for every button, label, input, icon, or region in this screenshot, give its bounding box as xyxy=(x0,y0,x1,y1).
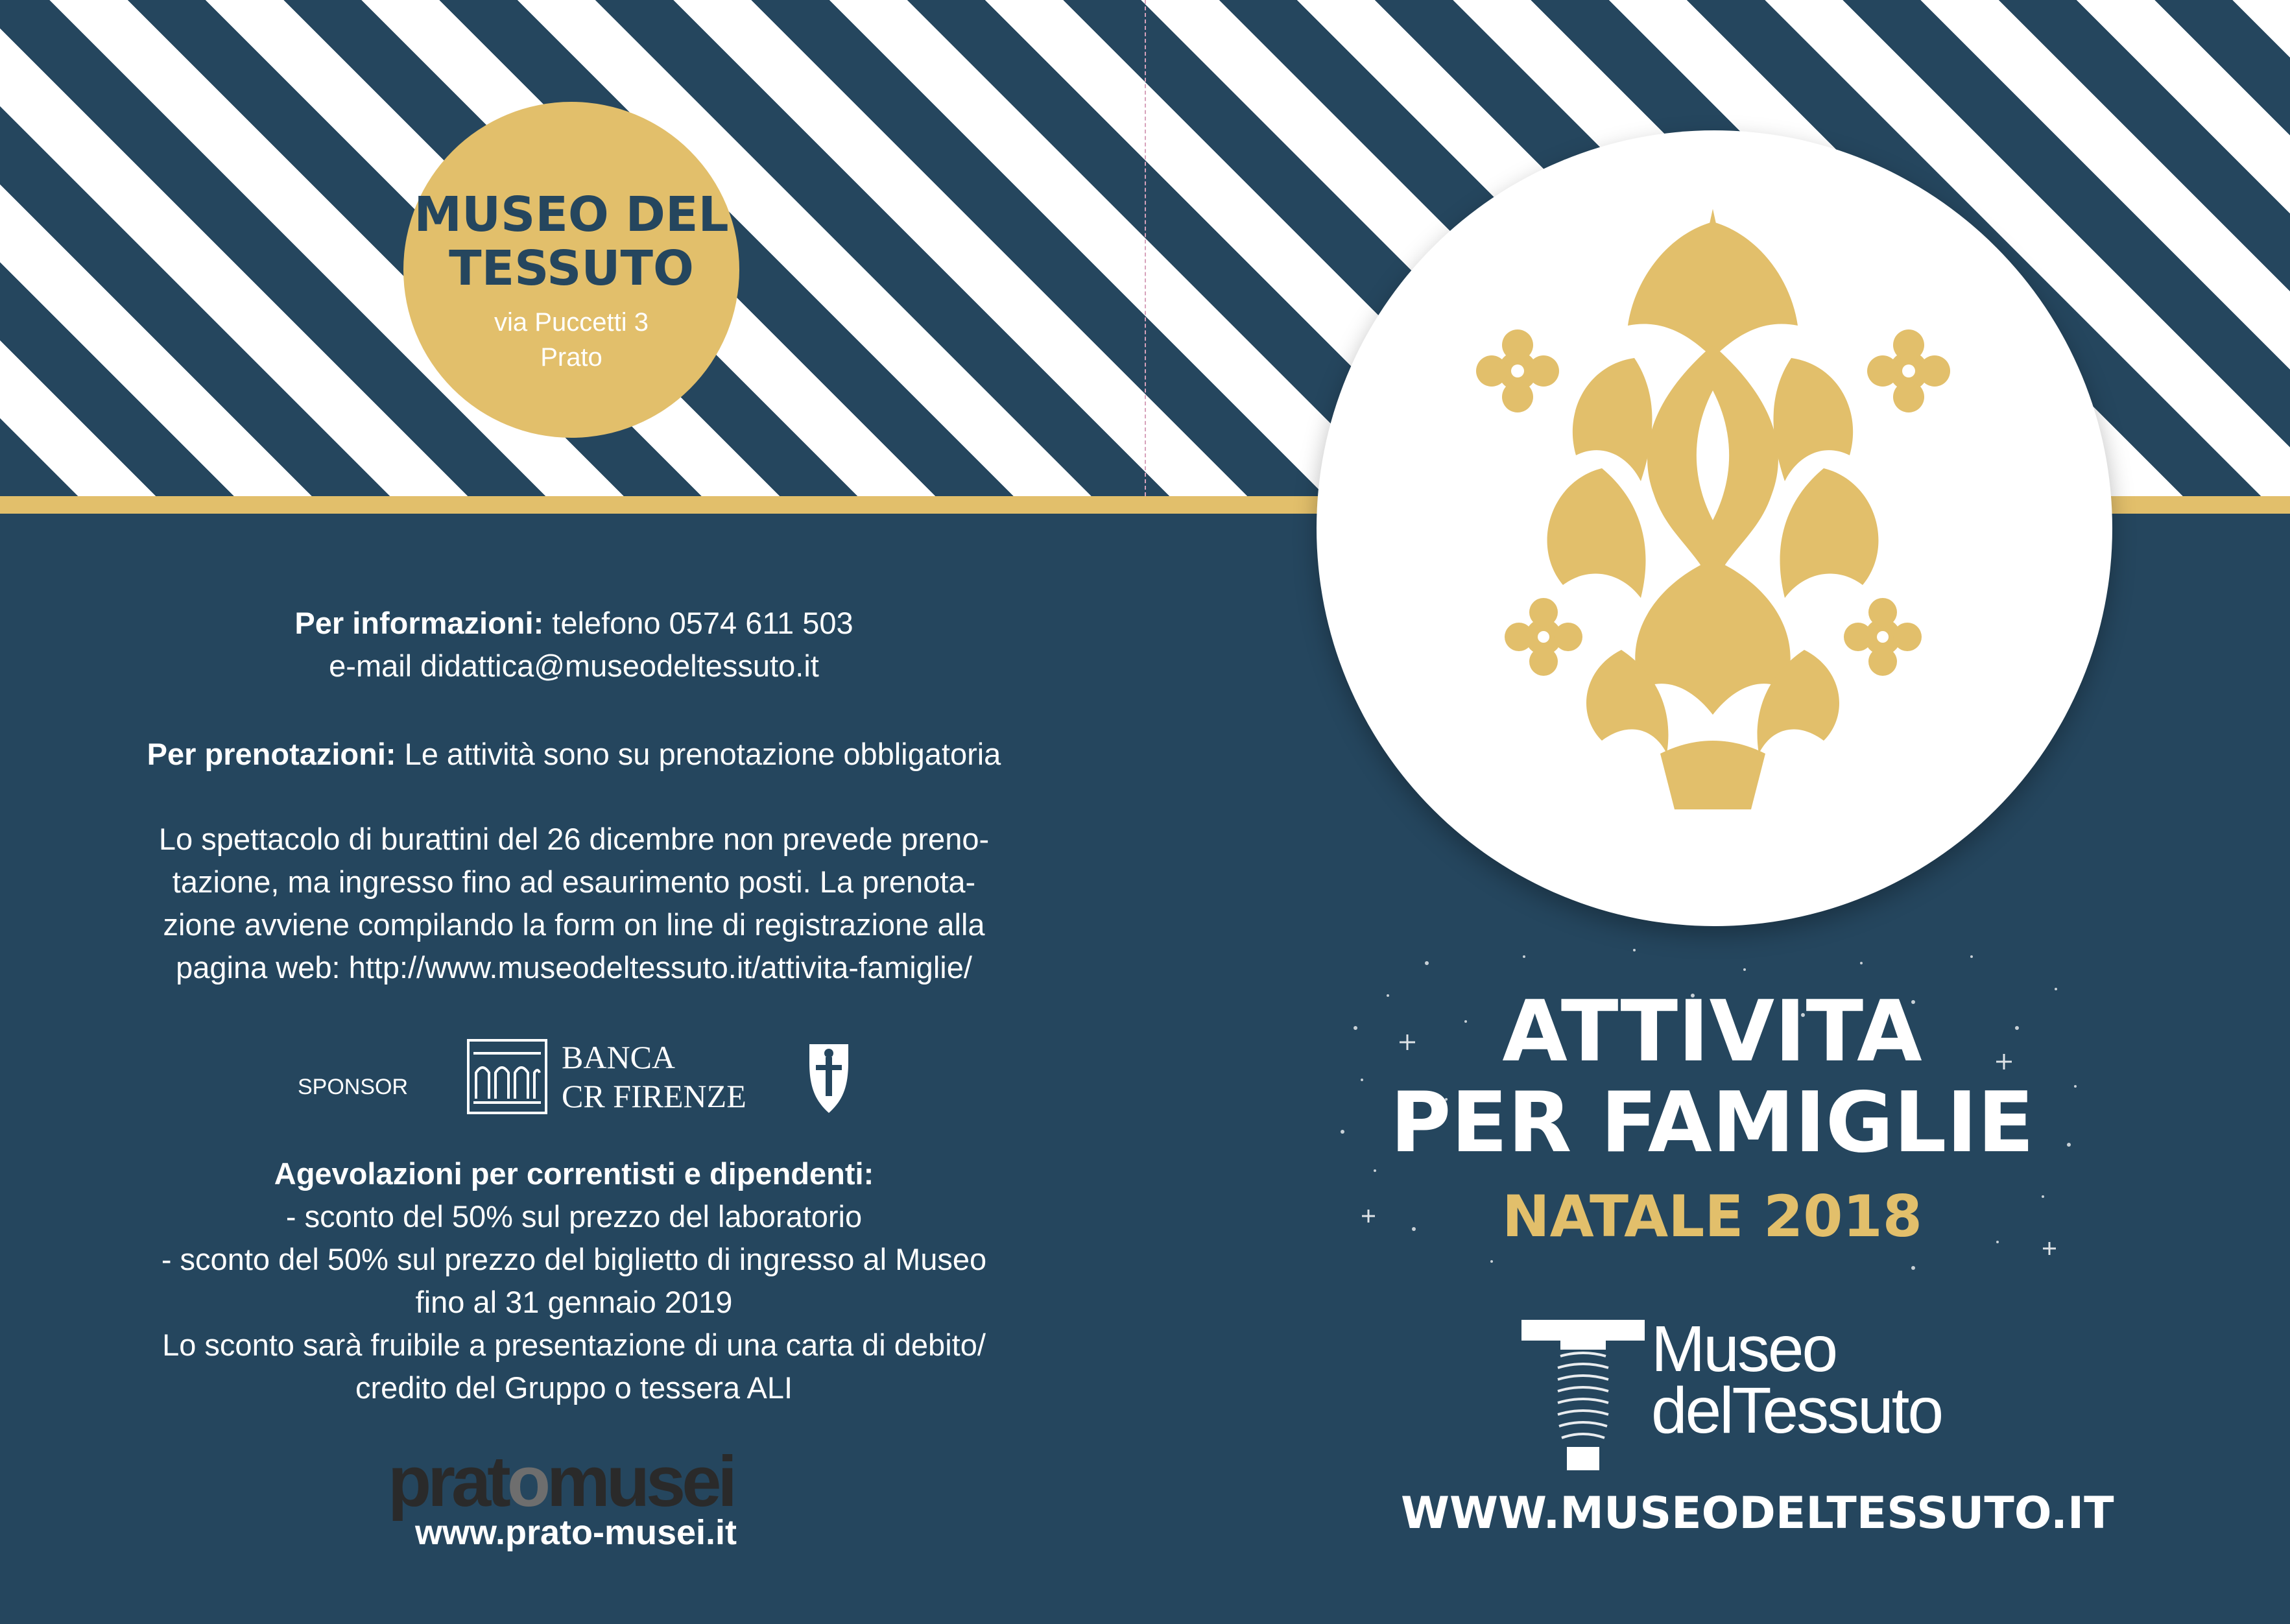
bank-name xyxy=(562,1038,746,1116)
cover-title-line-1: ATTIVITA xyxy=(1502,982,1922,1081)
museum-word-1: Museo xyxy=(1651,1313,1837,1385)
pratomusei-logo xyxy=(388,1442,734,1522)
contact-label: Per informazioni: xyxy=(294,606,544,640)
booking-info xyxy=(26,733,1122,776)
discount-info xyxy=(39,1152,1109,1409)
discount-line: Lo sconto sarà fruibile a presentazione di una carta di debito/ xyxy=(162,1328,986,1362)
contact-info xyxy=(97,602,1051,687)
contact-phone: telefono 0574 611 503 xyxy=(543,606,853,640)
puppet-line: Lo spettacolo di burattini del 26 dicembre non prevede preno- xyxy=(158,822,990,856)
cover-title-line-2: PER FAMIGLIE xyxy=(1390,1075,2034,1171)
badge-title-line-1: MUSEO DEL xyxy=(414,187,729,243)
contact-email: e-mail didattica@museodeltessuto.it xyxy=(329,649,819,683)
damask-ornament-icon xyxy=(1472,196,1954,809)
badge-address-city: Prato xyxy=(540,343,602,372)
website-link[interactable]: WWW.MUSEODELTESSUTO.IT xyxy=(1401,1488,2114,1539)
fold-line xyxy=(1145,0,1146,496)
bank-name-line-1: BANCA xyxy=(562,1039,676,1075)
puppet-show-info xyxy=(39,818,1109,989)
booking-text: Le attività sono su prenotazione obbligatoria xyxy=(396,737,1001,771)
sponsor-label: SPONSOR xyxy=(298,1075,409,1099)
cover-subtitle: NATALE 2018 xyxy=(1502,1183,1922,1250)
puppet-line: zione avviene compilando la form on line di registrazione alla xyxy=(163,907,985,942)
booking-label: Per prenotazioni: xyxy=(147,737,396,771)
pratomusei-logo-part: prat xyxy=(388,1442,507,1522)
museum-badge xyxy=(403,102,739,438)
pratomusei-logo-part: musei xyxy=(547,1442,734,1522)
discount-line: - sconto del 50% sul prezzo del laboratorio xyxy=(285,1199,863,1234)
pratomusei-url: www.prato-musei.it xyxy=(414,1513,737,1552)
pratomusei-logo-ring: o xyxy=(507,1442,547,1522)
bank-name-line-2: CR FIRENZE xyxy=(562,1078,746,1114)
discount-line: fino al 31 gennaio 2019 xyxy=(415,1285,733,1319)
badge-address-street: via Puccetti 3 xyxy=(494,308,649,337)
badge-title-line-2: TESSUTO xyxy=(449,241,694,296)
puppet-line: pagina web: http://www.museodeltessuto.it/attivita-famiglie/ xyxy=(176,950,972,985)
puppet-line: tazione, ma ingresso fino ad esaurimento posti. La prenota- xyxy=(172,865,976,899)
museum-word-2: delTessuto xyxy=(1651,1374,1942,1447)
discount-heading: Agevolazioni per correntisti e dipendenti: xyxy=(274,1156,874,1191)
discount-line: - sconto del 50% sul prezzo del biglietto di ingresso al Museo xyxy=(161,1242,987,1276)
discount-line: credito del Gruppo o tessera ALI xyxy=(355,1370,793,1405)
